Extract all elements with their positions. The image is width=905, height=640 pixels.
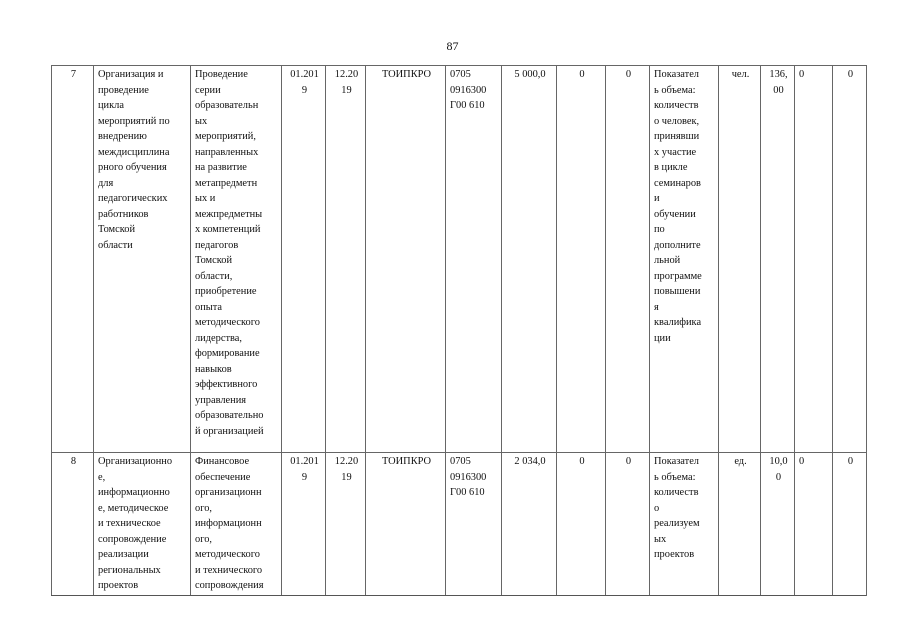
table-bottom-rule bbox=[51, 595, 866, 596]
program-table bbox=[51, 65, 867, 596]
end-date: 12.20 19 bbox=[326, 66, 366, 453]
page-number: 87 bbox=[446, 39, 459, 53]
funding-amount: 5 000,0 bbox=[502, 66, 557, 453]
funding-amount: 2 034,0 bbox=[502, 453, 557, 596]
target-value: 10,0 0 bbox=[761, 453, 795, 596]
value-col-2: 0 bbox=[606, 453, 650, 596]
target-value: 136, 00 bbox=[761, 66, 795, 453]
value-col-2: 0 bbox=[606, 66, 650, 453]
indicator-description: Показател ь объема: количеств о человек, принявши х участие в цикле семинаров и обучении по дополните льной программе повышени я квалифика ции bbox=[650, 66, 719, 453]
budget-code: 0705 0916300 Г00 610 bbox=[446, 66, 502, 453]
budget-code: 0705 0916300 Г00 610 bbox=[446, 453, 502, 596]
unit: чел. bbox=[719, 66, 761, 453]
start-date: 01.201 9 bbox=[282, 453, 326, 596]
executor: ТОИПКРО bbox=[366, 453, 446, 596]
row-number: 8 bbox=[52, 453, 94, 596]
value-col-1: 0 bbox=[557, 453, 606, 596]
value-col-4: 0 bbox=[833, 453, 867, 596]
activity-name: Организация и проведение цикла мероприятий по внедрению междисциплина рного обучения для педагогических работников Томской области bbox=[94, 66, 191, 453]
value-col-3: 0 bbox=[795, 66, 833, 453]
unit: ед. bbox=[719, 453, 761, 596]
activity-description: Финансовое обеспечение организационн ого, информационн ого, методического и технического сопровождения bbox=[191, 453, 282, 596]
activity-description: Проведение серии образовательн ых мероприятий, направленных на развитие метапредметн ых и межпредметны х компетенций педагогов Томской области, приобретение опыта методического лидерства, формирование навыков эффективного управления образовательно й организацией bbox=[191, 66, 282, 453]
start-date: 01.201 9 bbox=[282, 66, 326, 453]
executor: ТОИПКРО bbox=[366, 66, 446, 453]
row-number: 7 bbox=[52, 66, 94, 453]
value-col-3: 0 bbox=[795, 453, 833, 596]
table-row bbox=[52, 66, 867, 453]
activity-name: Организационно е, информационно е, методическое и техническое сопровождение реализации региональных проектов bbox=[94, 453, 191, 596]
value-col-1: 0 bbox=[557, 66, 606, 453]
indicator-description: Показател ь объема: количеств о реализуем ых проектов bbox=[650, 453, 719, 596]
table-row bbox=[52, 453, 867, 596]
end-date: 12.20 19 bbox=[326, 453, 366, 596]
value-col-4: 0 bbox=[833, 66, 867, 453]
